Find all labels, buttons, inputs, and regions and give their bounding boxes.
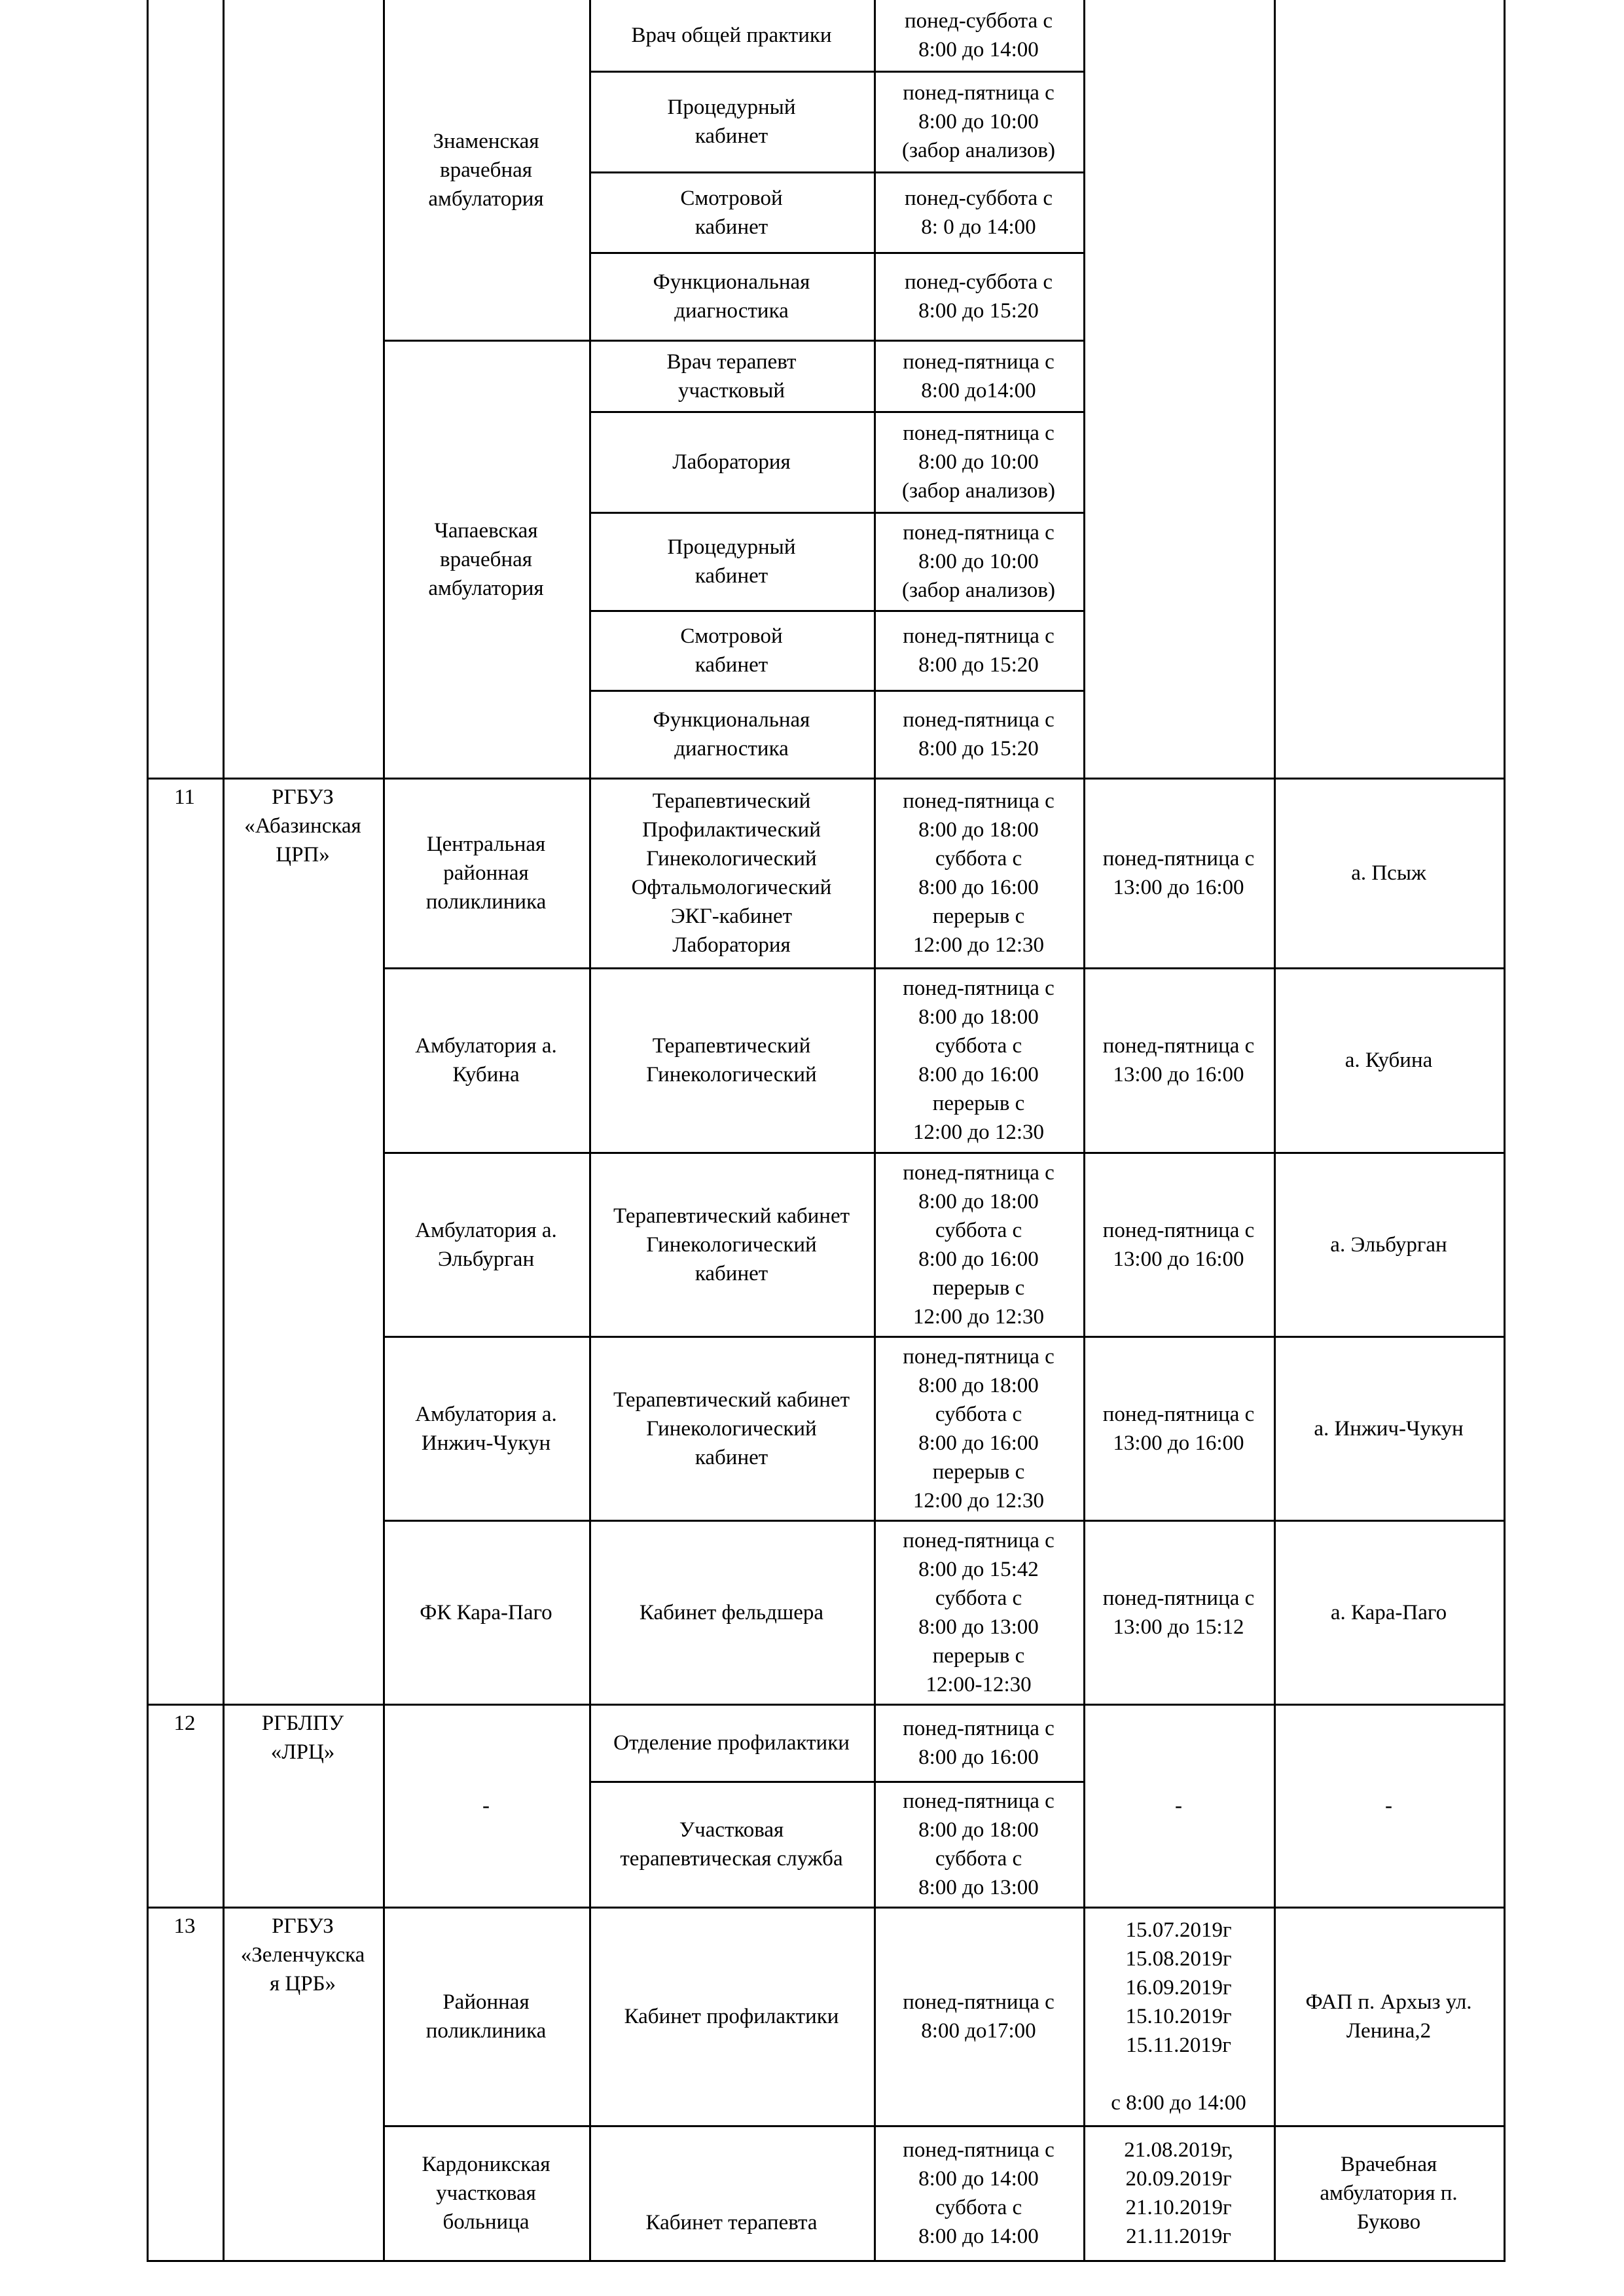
table-cell-service: Функциональная диагностика <box>653 708 810 761</box>
table-cell-service: Кабинет профилактики <box>624 2005 839 2028</box>
table-cell-hours: понед-пятница с 8:00 до 15:42 суббота с 8:00 до 13:00 перерыв с 12:00-12:30 <box>903 1528 1055 1696</box>
table-cell-extra-hours: понед-пятница с 13:00 до 16:00 <box>1102 1034 1255 1086</box>
table-cell-extra-hours: 21.08.2019г, 20.09.2019г 21.10.2019г 21.11.2019г <box>1124 2138 1233 2248</box>
table-cell-hours: понед-пятница с 8:00 до17:00 <box>903 1990 1055 2043</box>
table-cell-location: а. Кара-Паго <box>1330 1600 1447 1624</box>
table-cell-hours: понед-пятница с 8:00 до 10:00 (забор анализов) <box>902 81 1055 162</box>
table-cell-hours: понед-пятница с 8:00 до 16:00 <box>903 1717 1055 1769</box>
table-cell-facility: Центральная районная поликлиника <box>425 833 547 914</box>
table-cell-hours: понед-суббота с 8:00 до 15:20 <box>904 270 1053 323</box>
table-cell-hours: понед-пятница с 8:00 до 18:00 суббота с 8:00 до 16:00 перерыв с 12:00 до 12:30 <box>903 1344 1055 1513</box>
table-cell-service: Смотровой кабинет <box>680 624 783 677</box>
table-cell-hours: понед-пятница с 8:00 до 15:20 <box>903 624 1055 677</box>
table-cell-hours: понед-пятница с 8:00 до 15:20 <box>903 708 1055 761</box>
table-cell-number: 12 <box>173 1712 196 1735</box>
table-cell-service: Врач терапевт участковый <box>666 350 797 403</box>
table-cell-location: а. Псыж <box>1351 861 1426 885</box>
table-cell-facility: Кардоникская участковая больница <box>422 2153 550 2234</box>
table-cell-location: ФАП п. Архыз ул. Ленина,2 <box>1305 1990 1472 2043</box>
table-cell-service: Терапевтический кабинет Гинекологический кабинет <box>613 1388 850 1469</box>
table-cell-service: Врач общей практики <box>631 24 832 47</box>
table-cell-organization: РГБУЗ «Зеленчукска я ЦРБ» <box>240 1914 365 1996</box>
table-cell-hours: понед-пятница с 8:00 до 18:00 суббота с 8:00 до 16:00 перерыв с 12:00 до 12:30 <box>903 1160 1055 1329</box>
table-cell-location: а. Инжич-Чукун <box>1314 1416 1464 1441</box>
table-cell-service: Функциональная диагностика <box>653 270 810 323</box>
table-cell-extra-hours: понед-пятница с 13:00 до 15:12 <box>1102 1586 1255 1639</box>
table-cell-organization: РГБУЗ «Абазинская ЦРП» <box>244 785 361 867</box>
table-cell-service: Терапевтический кабинет Гинекологический кабинет <box>613 1204 850 1285</box>
table-cell-hours: понед-суббота с 8:00 до 14:00 <box>904 9 1053 62</box>
table-cell-hours: понед-пятница с 8:00 до 10:00 (забор анализов) <box>902 521 1055 602</box>
table-cell-service: Лаборатория <box>672 450 791 474</box>
table-cell-facility: Районная поликлиника <box>425 1990 547 2043</box>
table-cell-location: а. Кубина <box>1344 1049 1433 1072</box>
table-cell-location: а. Эльбурган <box>1330 1232 1447 1257</box>
table-cell-hours: понед-суббота с 8: 0 до 14:00 <box>904 186 1053 239</box>
table-cell-service: Терапевтический Профилактический Гинекологический Офтальмологический ЭКГ-кабинет Лаборатория <box>631 789 832 957</box>
table-cell-extra-hours: понед-пятница с 13:00 до 16:00 <box>1102 1218 1255 1271</box>
table-cell-hours: понед-пятница с 8:00 до 18:00 суббота с 8:00 до 16:00 перерыв с 12:00 до 12:30 <box>903 789 1055 957</box>
table-cell-service: Участковая терапевтическая служба <box>620 1818 843 1871</box>
table-cell-facility: Амбулатория а. Эльбурган <box>415 1218 557 1271</box>
table-cell-facility: Знаменская врачебная амбулатория <box>428 129 544 211</box>
table-cell-service: Отделение профилактики <box>613 1731 850 1755</box>
table-cell-facility: Амбулатория а. Инжич-Чукун <box>415 1402 557 1455</box>
table-cell-extra-hours: 15.07.2019г 15.08.2019г 16.09.2019г 15.10.2019г 15.11.2019г с 8:00 до 14:00 <box>1111 1918 1246 2115</box>
table-cell-hours: понед-пятница с 8:00 до 10:00 (забор анализов) <box>902 422 1055 503</box>
table-cell-facility: Амбулатория а. Кубина <box>415 1034 557 1086</box>
table-cell-service: Кабинет терапевта <box>645 2211 818 2234</box>
table-cell-facility: ФК Кара-Паго <box>420 1600 552 1624</box>
table-cell-service: Процедурный кабинет <box>667 96 796 148</box>
table-cell-facility: - <box>482 1794 490 1818</box>
table-cell-service: Кабинет фельдшера <box>639 1600 824 1624</box>
table-cell-extra-hours: понед-пятница с 13:00 до 16:00 <box>1102 1402 1255 1455</box>
table-cell-hours: понед-пятница с 8:00 до 14:00 суббота с 8:00 до 14:00 <box>903 2138 1055 2248</box>
table-cell-number: 11 <box>174 785 195 809</box>
table-cell-service: Терапевтический Гинекологический <box>646 1034 817 1086</box>
table-border-bottom <box>147 2260 1506 2262</box>
table-cell-organization: РГБЛПУ «ЛРЦ» <box>261 1712 344 1764</box>
table-cell-extra-hours: - <box>1175 1794 1182 1818</box>
table-cell-location: - <box>1385 1794 1392 1818</box>
table-cell-hours: понед-пятница с 8:00 до14:00 <box>903 350 1055 403</box>
table-cell-facility: Чапаевская врачебная амбулатория <box>428 518 544 600</box>
table-border-right <box>1504 0 1506 2262</box>
table-cell-hours: понед-пятница с 8:00 до 18:00 суббота с 8:00 до 16:00 перерыв с 12:00 до 12:30 <box>903 977 1055 1144</box>
table-cell-service: Процедурный кабинет <box>667 535 796 588</box>
table-cell-service: Смотровой кабинет <box>680 186 783 239</box>
table-cell-extra-hours: понед-пятница с 13:00 до 16:00 <box>1102 847 1255 899</box>
table-cell-number: 13 <box>173 1914 196 1938</box>
table-cell-location: Врачебная амбулатория п. Буково <box>1320 2153 1458 2234</box>
table-cell-hours: понед-пятница с 8:00 до 18:00 суббота с 8:00 до 13:00 <box>903 1789 1055 1899</box>
